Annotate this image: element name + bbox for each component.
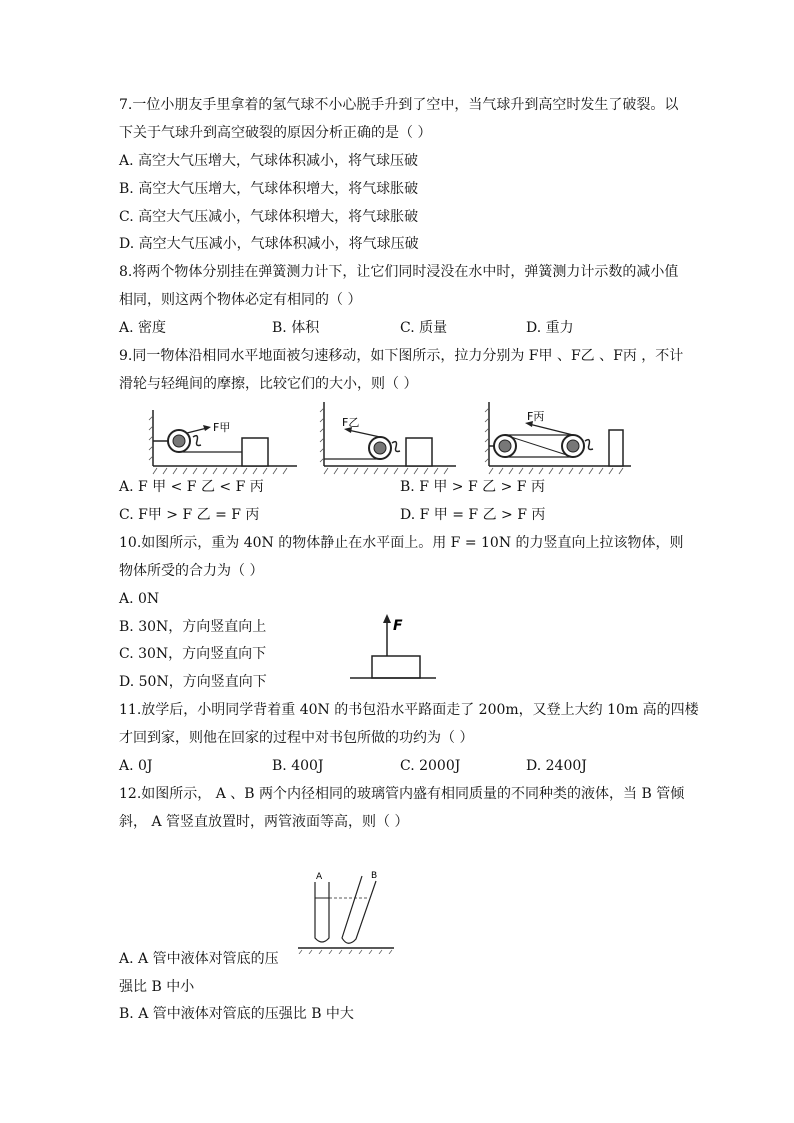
q10-stem-line1: 10.如图所示，重为 40N 的物体静止在水平面上。用 F = 10N 的力竖直向上拉该物体，则 [119,535,684,551]
q10-block-figure [348,612,438,687]
q7-option-d: D. 高空大气压减小，气球体积减小，将气球压破 [119,236,419,252]
q9-stem-line2: 滑轮与轻绳间的摩擦，比较它们的大小，则（ ） [119,376,418,392]
q10-stem-line2: 物体所受的合力为（ ） [119,563,264,579]
q11-option-a: A. 0J [119,758,153,774]
q11-stem-line1: 11.放学后，小明同学背着重 40N 的书包沿水平路面走了 200m，又登上大约 10m 高的四楼 [119,702,699,718]
q10-force-label: F [393,618,403,634]
q10-option-b: B. 30N，方向竖直向上 [119,619,267,635]
q9-option-c: C. F甲 > F 乙 = F 丙 [119,507,260,523]
q8-stem-line1: 8.将两个物体分别挂在弹簧测力计下，让它们同时浸没在水中时，弹簧测力计示数的减小值 [119,264,679,280]
label-f-bing: F丙 [527,410,545,423]
q12-stem-line1: 12.如图所示， A 、B 两个内径相同的玻璃管内盛有相同质量的不同种类的液体，当 B 管倾 [119,786,685,802]
q8-option-c: C. 质量 [400,320,448,336]
tube-a-label: A [316,872,323,882]
q9-option-d: D. F 甲 = F 乙 > F 丙 [400,507,546,523]
label-f-jia: F甲 [213,421,231,434]
q10-option-a: A. 0N [119,591,160,607]
q8-option-b: B. 体积 [272,320,320,336]
tube-b-label: B [371,871,378,881]
q7-stem-line1: 7.一位小朋友手里拿着的氢气球不小心脱手升到了空中，当气球升到高空时发生了破裂。以 [119,97,679,113]
q8-option-d: D. 重力 [526,320,574,336]
pulley-figure-bing [485,402,631,474]
q11-stem-line2: 才回到家，则他在回家的过程中对书包所做的功约为（ ） [119,730,474,746]
q7-stem-line2: 下关于气球升到高空破裂的原因分析正确的是（ ） [119,125,432,141]
q8-option-a: A. 密度 [119,320,167,336]
q11-option-b: B. 400J [272,758,324,774]
q9-option-a: A. F 甲 < F 乙 < F 丙 [119,479,264,495]
q12-option-a-line1: A. A 管中液体对管底的压 [119,951,279,967]
q11-option-d: D. 2400J [526,758,587,774]
q10-option-d: D. 50N，方向竖直向下 [119,674,267,690]
q12-tubes-figure [296,866,396,954]
q8-stem-line2: 相同，则这两个物体必定有相同的（ ） [119,292,362,308]
q7-option-b: B. 高空大气压增大，气球体积增大，将气球胀破 [119,181,419,197]
q7-option-a: A. 高空大气压增大，气球体积减小，将气球压破 [119,153,419,169]
pulley-figure-jia [149,410,297,474]
q12-option-b: B. A 管中液体对管底的压强比 B 中大 [119,1006,354,1022]
q10-option-c: C. 30N，方向竖直向下 [119,646,267,662]
q9-option-b: B. F 甲 > F 乙 > F 丙 [400,479,545,495]
q7-option-c: C. 高空大气压减小，气球体积增大，将气球胀破 [119,209,419,225]
label-f-yi: F乙 [342,416,360,429]
pulley-figure-yi [320,402,456,474]
q11-option-c: C. 2000J [400,758,461,774]
q9-stem-line1: 9.同一物体沿相同水平地面被匀速移动，如下图所示，拉力分别为 F甲 、F乙 、F丙 ，不计 [119,348,684,364]
q12-stem-line2: 斜， A 管竖直放置时，两管液面等高，则（ ） [119,814,409,830]
q9-pulley-figures [145,400,645,475]
q12-option-a-line2: 强比 B 中小 [119,979,195,995]
